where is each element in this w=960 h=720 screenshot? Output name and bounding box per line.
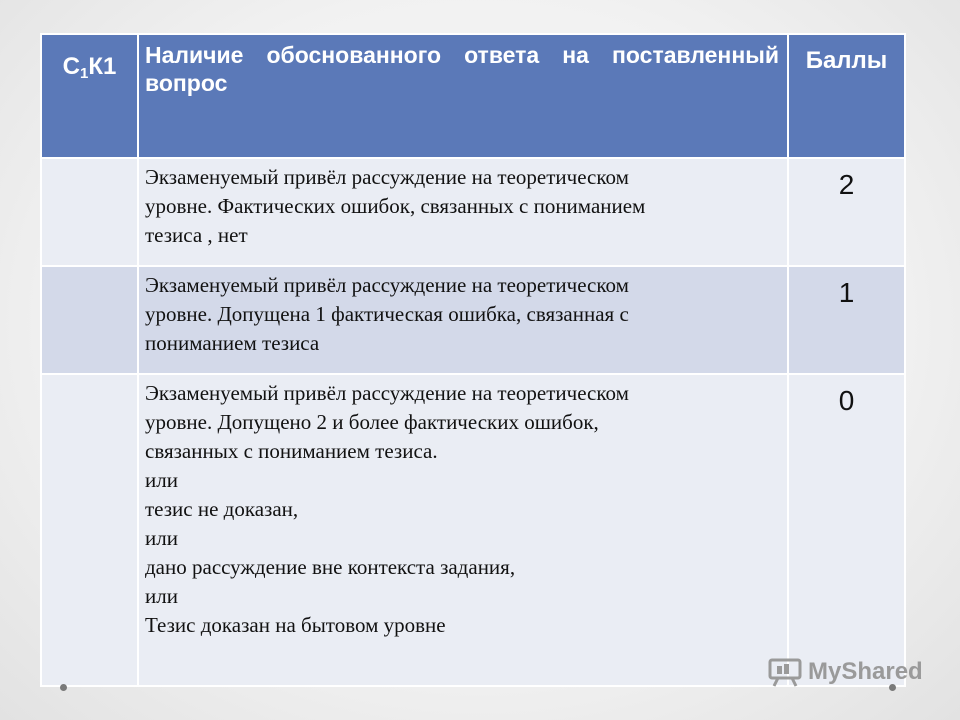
code-cell bbox=[41, 266, 138, 374]
criterion-description: Экзаменуемый привёл рассуждение на теоретическом уровне. Допущена 1 фактическая ошибка, связанная с пониманием тезиса bbox=[138, 266, 788, 374]
watermark-text: MyShared bbox=[808, 658, 923, 685]
projector-board-icon bbox=[768, 657, 802, 687]
criteria-table bbox=[40, 33, 906, 687]
score-value: 2 bbox=[788, 158, 905, 266]
table-header-row bbox=[41, 34, 905, 158]
criterion-title-header: Наличие обоснованного ответа на поставленный вопрос bbox=[138, 34, 788, 158]
score-header: Баллы bbox=[788, 34, 905, 158]
criterion-description: Экзаменуемый привёл рассуждение на теоретическом уровне. Допущено 2 и более фактических ошибок, связанных с пониманием тезиса. или тезис не доказан, или дано рассуждение вне контекста задания, или Тезис доказан на бытовом уровне bbox=[138, 374, 788, 686]
score-value: 0 bbox=[788, 374, 905, 686]
table-row bbox=[41, 374, 905, 686]
myshared-watermark bbox=[768, 657, 923, 687]
criterion-description: Экзаменуемый привёл рассуждение на теоретическом уровне. Фактических ошибок, связанных с пониманием тезиса , нет bbox=[138, 158, 788, 266]
code-cell bbox=[41, 374, 138, 686]
criterion-code-header: $С_1К1$ bbox=[41, 34, 138, 158]
slide-bullet-left bbox=[60, 684, 67, 691]
score-value: 1 bbox=[788, 266, 905, 374]
table-row bbox=[41, 158, 905, 266]
code-cell bbox=[41, 158, 138, 266]
table-row bbox=[41, 266, 905, 374]
